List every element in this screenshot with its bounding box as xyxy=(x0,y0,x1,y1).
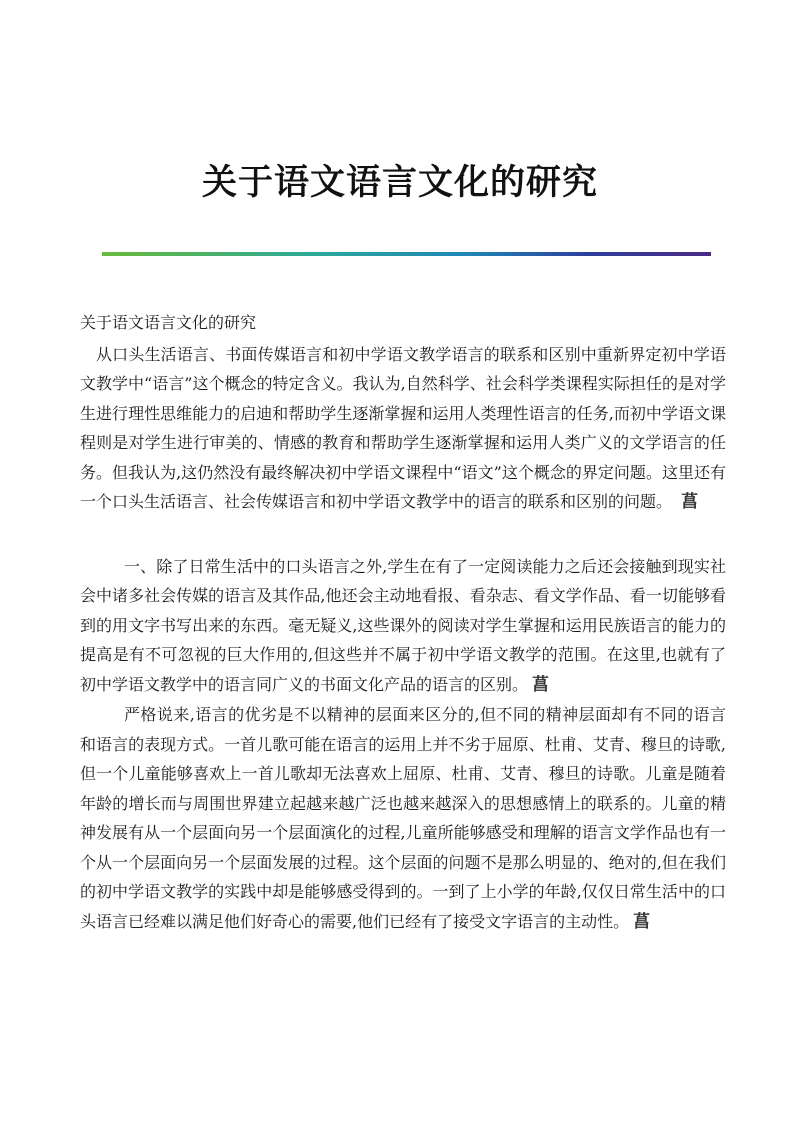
paragraph-gap xyxy=(80,518,726,552)
paragraph-marker: 菖 xyxy=(681,492,699,512)
paragraph-language-levels xyxy=(80,700,726,937)
paragraph-text: 从口头生活语言、书面传媒语言和初中学语文教学语言的联系和区别中重新界定初中学语文教学中“语言”这个概念的特定含义。我认为,自然科学、社会科学类课程实际担任的是对学生进行理性思维能力的启迪和帮助学生逐渐掌握和运用人类理性语言的任务,而初中学语文课程则是对学生进行审美的、情感的教育和帮助学生逐渐掌握和运用人类广义的文学语言的任务。但我认为,这仍然没有最终解决初中学语文课程中“语文”这个概念的界定问题。这里还有一个口头生活语言、社会传媒语言和初中学语文教学中的语言的联系和区别的问题。 xyxy=(80,344,726,511)
document-subtitle: 关于语文语言文化的研究 xyxy=(80,313,257,332)
paragraph-text: 严格说来,语言的优劣是不以精神的层面来区分的,但不同的精神层面却有不同的语言和语言的表现方式。一首儿歌可能在语言的运用上并不劣于屈原、杜甫、艾青、穆旦的诗歌,但一个儿童能够喜欢上一首儿歌却无法喜欢上屈原、杜甫、艾青、穆旦的诗歌。儿童是随着年龄的增长而与周围世界建立起越来越广泛也越来越深入的思想感情上的联系的。儿童的精神发展有从一个层面向另一个层面演化的过程,儿童所能够感受和理解的语言文学作品也有一个从一个层面向另一个层面发展的过程。这个层面的问题不是那么明显的、绝对的,但在我们的初中学语文教学的实践中却是能够感受得到的。一到了上小学的年龄,仅仅日常生活中的口头语言已经难以满足他们好奇心的需要,他们已经有了接受文字语言的主动性。 xyxy=(80,705,726,931)
document-title: 关于语文语言文化的研究 xyxy=(201,162,598,203)
paragraph-text: 一、除了日常生活中的口头语言之外,学生在有了一定阅读能力之后还会接触到现实社会中诸多社会传媒的语言及其作品,他还会主动地看报、看杂志、看文学作品、看一切能够看到的用文字书写出来的东西。毫无疑义,这些课外的阅读对学生掌握和运用民族语言的能力的提高是有不可忽视的巨大作用的,但这些并不属于初中学语文教学的范围。在这里,也就有了初中学语文教学中的语言同广义的书面文化产品的语言的区别。 xyxy=(80,556,726,694)
paragraph-marker: 菖 xyxy=(633,911,651,932)
document-body xyxy=(80,308,726,937)
paragraph-intro xyxy=(80,340,726,518)
title-divider xyxy=(102,252,711,256)
paragraph-marker: 菖 xyxy=(532,674,550,695)
paragraph-section-one xyxy=(80,552,726,701)
